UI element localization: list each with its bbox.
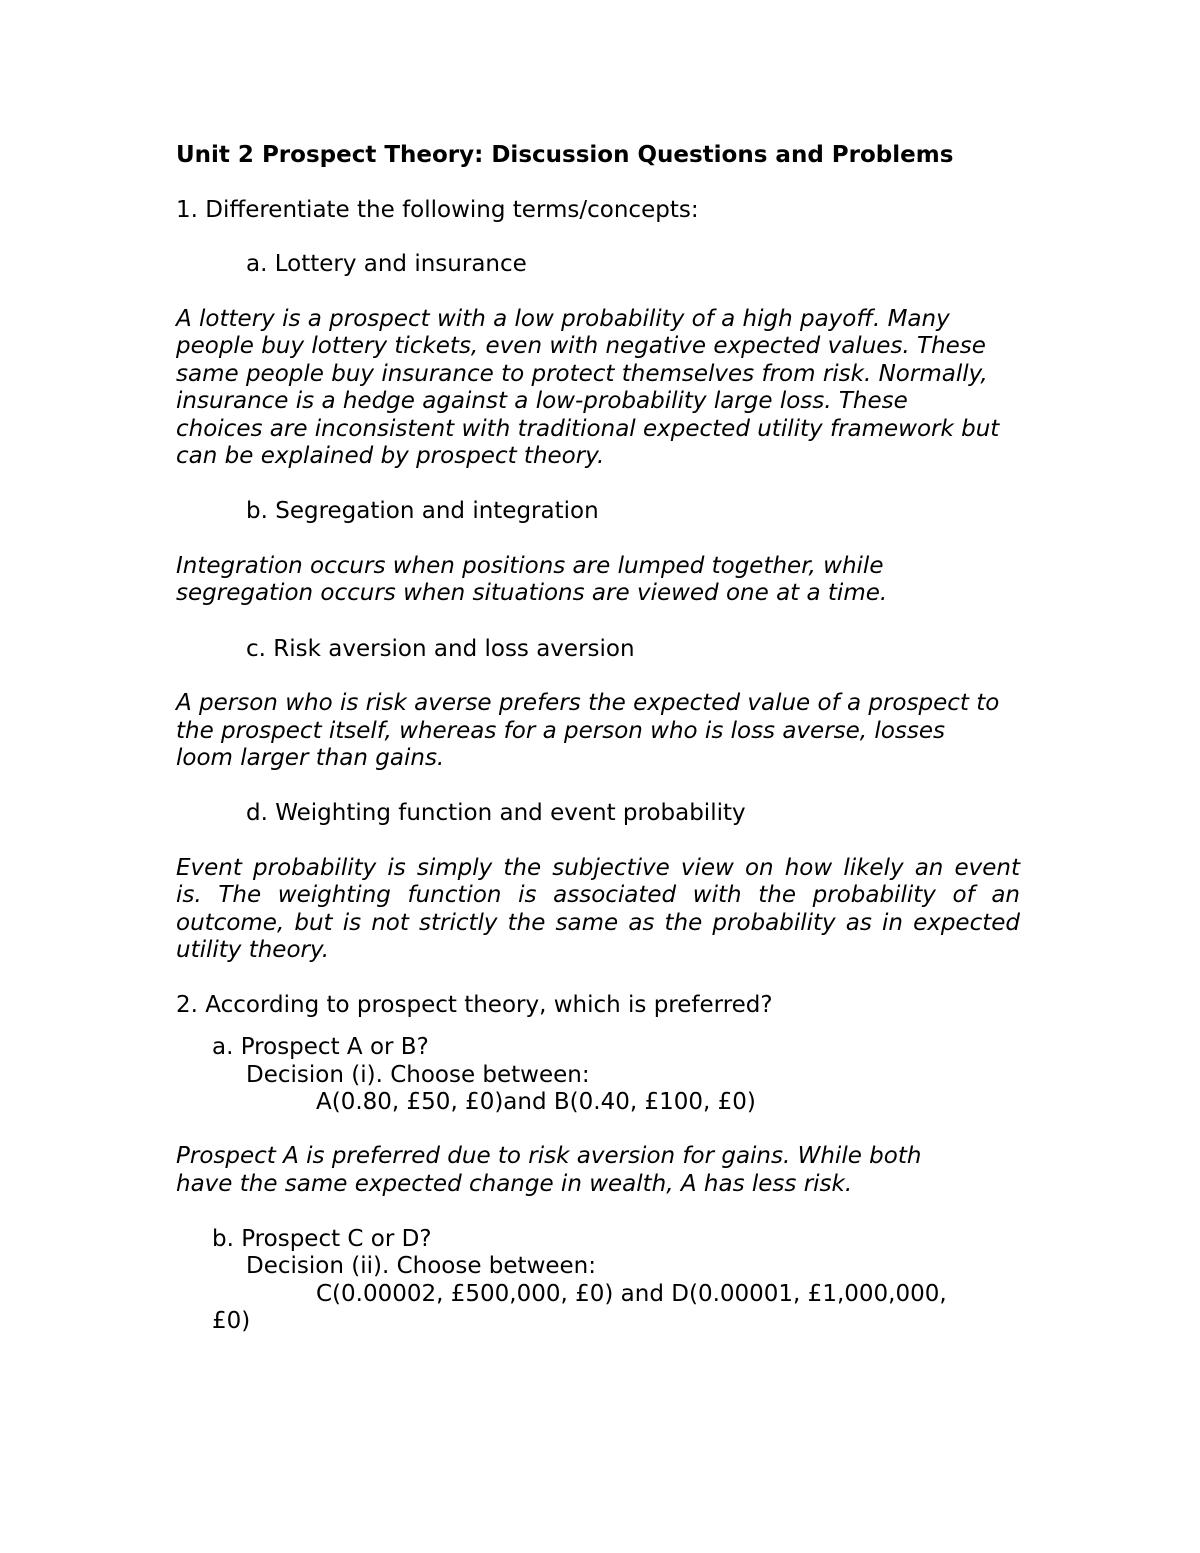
answer-1a-line: insurance is a hedge against a low-probability large loss. These xyxy=(176,388,908,414)
answer-1a-line: choices are inconsistent with traditional expected utility framework but xyxy=(176,416,1000,442)
question-2a-label: a. Prospect A or B? xyxy=(212,1034,429,1060)
question-2-prompt: 2. According to prospect theory, which is preferred? xyxy=(176,992,773,1018)
answer-1d-line: outcome, but is not strictly the same as the probability as in expected xyxy=(176,910,1020,936)
answer-1c-line: the prospect itself, whereas for a person who is loss averse, losses xyxy=(176,718,945,744)
answer-1b-line: Integration occurs when positions are lumped together, while xyxy=(176,553,884,579)
answer-1a-line: same people buy insurance to protect themselves from risk. Normally, xyxy=(176,361,988,387)
question-2b-choices-cont: £0) xyxy=(212,1308,251,1334)
answer-1d-line: Event probability is simply the subjective view on how likely an event xyxy=(176,855,1020,881)
question-2b-decision: Decision (ii). Choose between: xyxy=(246,1253,597,1279)
question-1b-label: b. Segregation and integration xyxy=(246,498,599,524)
question-1-prompt: 1. Differentiate the following terms/concepts: xyxy=(176,197,699,223)
answer-1a-line: A lottery is a prospect with a low probability of a high payoff. Many xyxy=(176,306,950,332)
question-2a-decision: Decision (i). Choose between: xyxy=(246,1062,590,1088)
answer-1a-line: can be explained by prospect theory. xyxy=(176,443,605,469)
answer-1c-line: A person who is risk averse prefers the expected value of a prospect to xyxy=(176,690,1000,716)
page-title: Unit 2 Prospect Theory: Discussion Questions and Problems xyxy=(176,142,954,168)
question-1a-label: a. Lottery and insurance xyxy=(246,251,527,277)
answer-2a-line: have the same expected change in wealth, A has less risk. xyxy=(176,1171,853,1197)
answer-1b-line: segregation occurs when situations are viewed one at a time. xyxy=(176,580,888,606)
question-1c-label: c. Risk aversion and loss aversion xyxy=(246,636,635,662)
answer-1c-line: loom larger than gains. xyxy=(176,745,445,771)
question-1d-label: d. Weighting function and event probability xyxy=(246,800,746,826)
question-2a-choices: A(0.80, £50, £0)and B(0.40, £100, £0) xyxy=(316,1089,756,1115)
answer-1d-line: utility theory. xyxy=(176,937,330,963)
question-2b-choices: C(0.00002, £500,000, £0) and D(0.00001, £1,000,000, xyxy=(316,1281,947,1307)
question-2b-label: b. Prospect C or D? xyxy=(212,1226,432,1252)
answer-1a-line: people buy lottery tickets, even with negative expected values. These xyxy=(176,333,986,359)
answer-2a-line: Prospect A is preferred due to risk aversion for gains. While both xyxy=(176,1143,922,1169)
answer-1d-line: is. The weighting function is associated with the probability of an xyxy=(176,882,1020,908)
